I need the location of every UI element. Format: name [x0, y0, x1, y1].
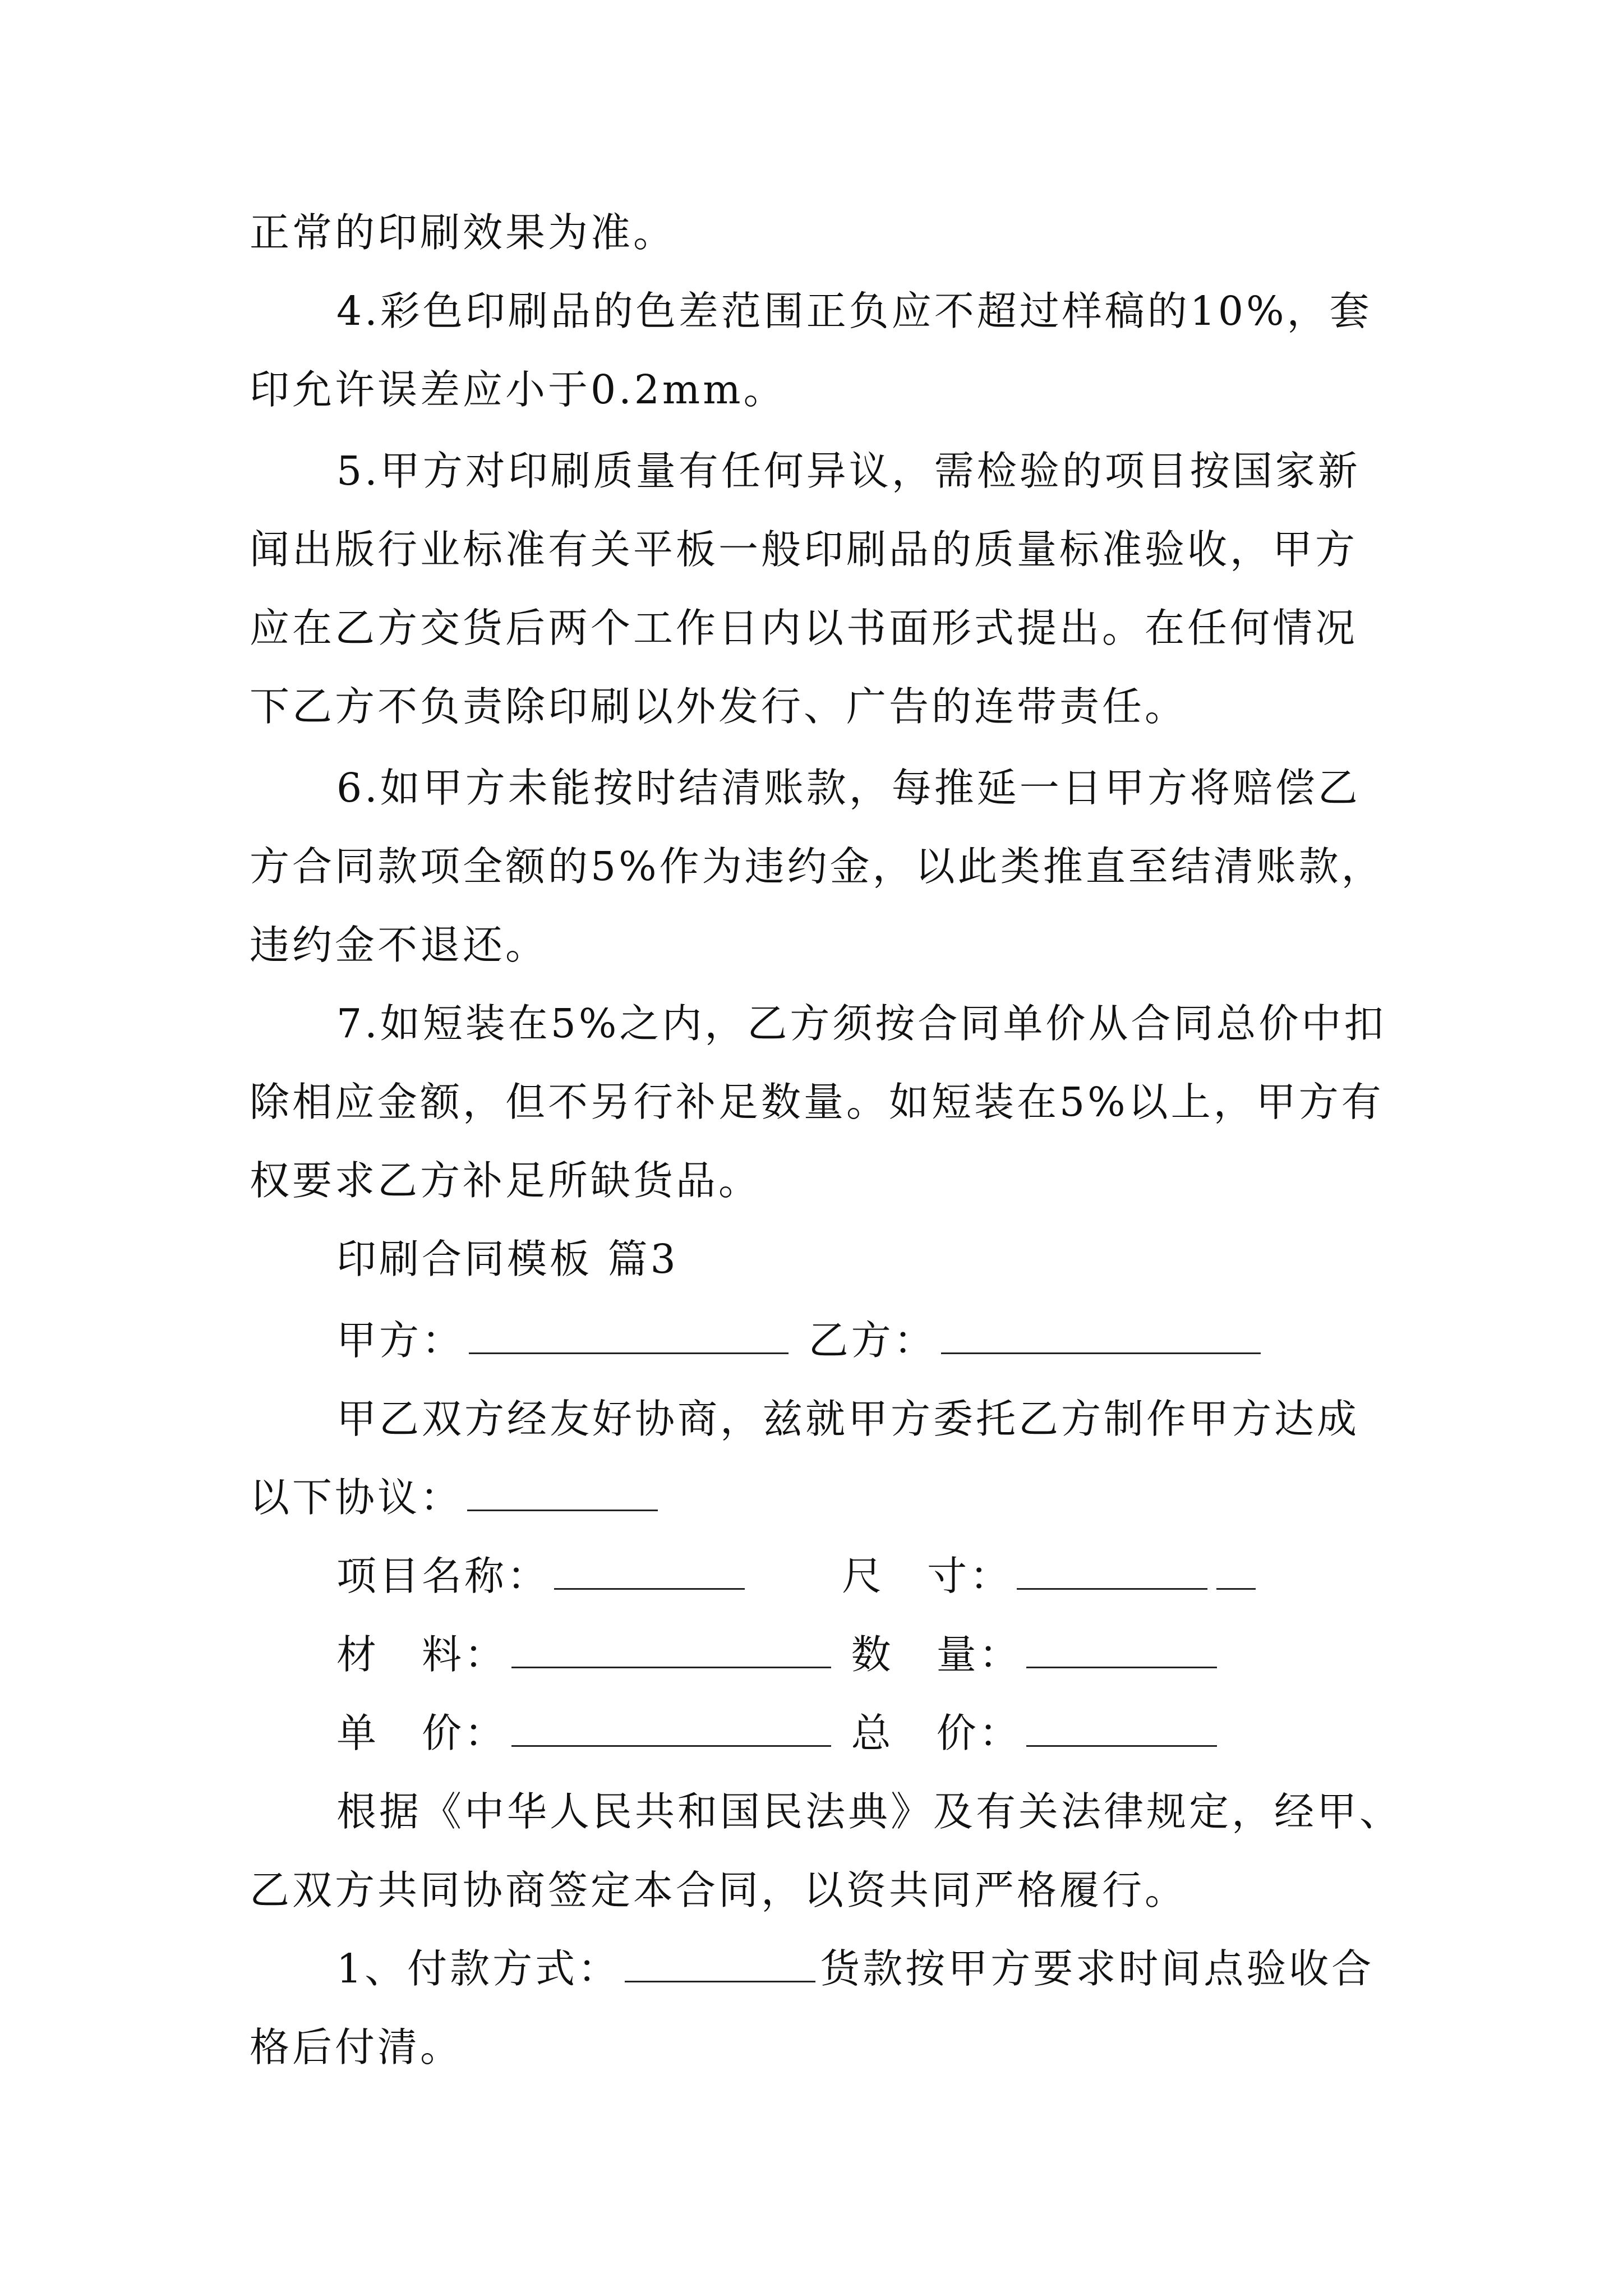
agreement-label: 以下协议：: [250, 1474, 463, 1521]
material-blank: [511, 1627, 831, 1668]
text-line: 权要求乙方补足所缺货品。: [250, 1157, 762, 1204]
quantity-label: 数 量：: [851, 1631, 1022, 1678]
total-price-blank: [1026, 1706, 1217, 1747]
payment-blank: [625, 1941, 815, 1982]
agreement-blank: [467, 1470, 658, 1511]
clause-5-line: 5.甲方对印刷质量有任何异议，需检验的项目按国家新: [336, 448, 1361, 494]
material-label: 材 料：: [336, 1631, 508, 1678]
agreement-line: [250, 1470, 1394, 1526]
text-line: 甲乙双方经友好协商，兹就甲方委托乙方制作甲方达成: [336, 1396, 1360, 1442]
text-line: 印允许误差应小于0.2mm。: [250, 366, 786, 413]
payment-text: 货款按甲方要求时间点验收合: [820, 1945, 1375, 1992]
quantity-blank: [1026, 1627, 1217, 1668]
payment-line: [336, 1941, 1402, 1997]
clause-4-line: 4.彩色印刷品的色差范围正负应不超过样稿的10%，套: [336, 288, 1372, 334]
clause-7-line: 7.如短装在5%之内，乙方须按合同单价从合同总价中扣: [336, 1000, 1387, 1047]
size-blank: [1017, 1549, 1207, 1590]
section-heading: 印刷合同模板 篇3: [336, 1236, 679, 1282]
item-name-blank: [554, 1549, 745, 1590]
material-quantity-line: [336, 1627, 1402, 1683]
item-size-line: [336, 1548, 1402, 1604]
clause-6-line: 6.如甲方未能按时结清账款，每推延一日甲方将赔偿乙: [336, 765, 1361, 811]
text-line: 方合同款项全额的5%作为违约金，以此类推直至结清账款，: [250, 843, 1384, 890]
party-a-label: 甲方：: [336, 1317, 465, 1364]
text-line: 乙双方共同协商签定本合同，以资共同严格履行。: [250, 1867, 1188, 1913]
text-line: 正常的印刷效果为准。: [250, 209, 676, 256]
unit-price-blank: [511, 1706, 831, 1747]
party-b-blank: [941, 1313, 1261, 1354]
text-line: 下乙方不负责除印刷以外发行、广告的连带责任。: [250, 683, 1188, 730]
size-label: 尺 寸：: [842, 1553, 1013, 1599]
payment-label: 1、付款方式：: [336, 1945, 621, 1992]
text-line: 除相应金额，但不另行补足数量。如短装在5%以上，甲方有: [250, 1079, 1384, 1125]
text-line: 违约金不退还。: [250, 922, 548, 968]
text-line: 应在乙方交货后两个工作日内以书面形式提出。在任何情况: [250, 605, 1358, 651]
text-line: 根据《中华人民共和国民法典》及有关法律规定，经甲、: [336, 1788, 1403, 1835]
price-line: [336, 1705, 1402, 1761]
party-a-blank: [469, 1313, 789, 1354]
parties-line: [336, 1313, 1402, 1369]
size-blank-extra: [1216, 1549, 1256, 1590]
party-b-label: 乙方：: [808, 1317, 937, 1364]
text-line: 闻出版行业标准有关平板一般印刷品的质量标准验收，甲方: [250, 526, 1358, 573]
total-price-label: 总 价：: [851, 1710, 1022, 1756]
unit-price-label: 单 价：: [336, 1710, 508, 1756]
text-line: 格后付清。: [250, 2024, 463, 2070]
item-name-label: 项目名称：: [336, 1553, 550, 1599]
